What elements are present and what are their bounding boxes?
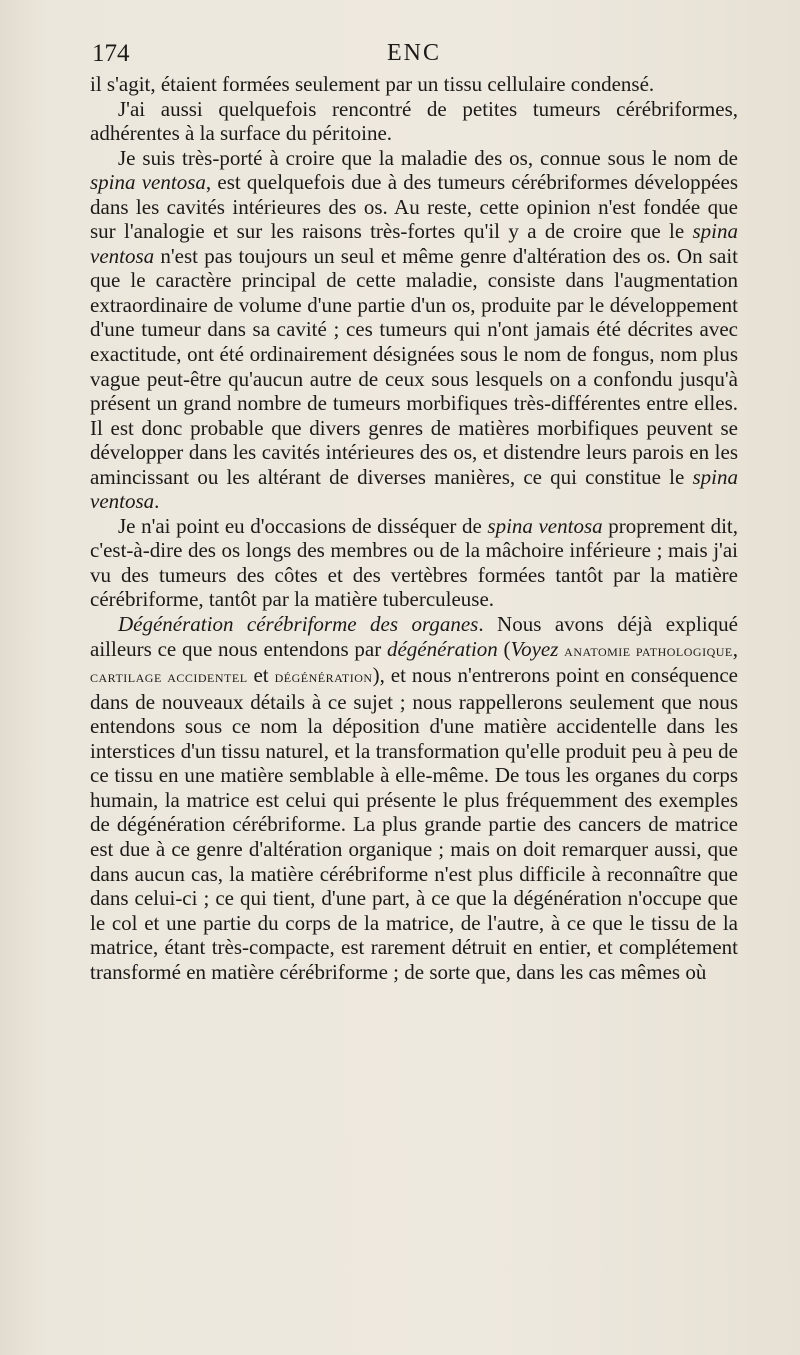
small-caps-text: anatomie pathologique: [564, 640, 733, 660]
small-caps-text: cartilage accidentel: [90, 667, 248, 687]
italic-text: dégénération: [386, 636, 498, 661]
italic-text: Dégénération cérébriforme des organes: [118, 612, 479, 637]
italic-text: spina ventosa: [90, 464, 738, 514]
paragraph-p1: [90, 72, 738, 97]
text-run: proprement dit, c'est-à-dire des os longs des membres ou de la mâchoire inférieure ; mais j'ai vu des tumeurs des côtes et des vertèbres formées tantôt par la matière cérébriforme, tantôt par la matière tuberculeuse.: [90, 513, 739, 612]
text-run: Je suis très-porté à croire que la maladie des os, connue sous le nom de: [118, 145, 738, 170]
italic-text: spina ventosa: [90, 170, 206, 195]
italic-text: spina ventosa: [487, 513, 603, 538]
body-text: [90, 72, 738, 984]
paragraph-p5: [90, 612, 738, 984]
text-run: . Nous avons déjà expliqué ailleurs ce que nous entendons par: [90, 612, 739, 661]
text-run: .: [154, 489, 160, 514]
italic-text: Voyez: [510, 636, 559, 661]
text-run: il s'agit, étaient formées seulement par un tissu cellulaire condensé.: [90, 72, 655, 96]
text-run: n'est pas toujours un seul et même genre d'altération des os. On sait que le caractère principal de cette maladie, consiste dans l'augmentation extraordinaire de volume d'une partie d'un os, produite par le développement d'une tumeur dans sa cavité ; ces tumeurs qui n'ont jamais été décrites avec exactitude, ont été ordinairement désignées sous le nom de fongus, nom plus vague peut-être qu'aucun autre de ceux sous lesquels on a confondu jusqu'à présent un grand nombre de tumeurs morbifiques très-différentes entre elles. Il est donc probable que divers genres de matières morbifiques peuvent se développer dans les cavités intérieures des os, et distendre leurs parois en les amincissant ou les altérant de diverses manières, ce qui constitue le: [90, 243, 738, 489]
paragraph-p4: [90, 514, 738, 612]
text-run: ,: [732, 636, 739, 661]
paragraph-p3: [90, 146, 738, 514]
small-caps-text: dégénération: [274, 667, 373, 687]
running-head: ENC: [387, 40, 441, 66]
text-run: J'ai aussi quelquefois rencontré de petites tumeurs cérébriformes, adhérentes à la surface du péritoine.: [90, 96, 738, 146]
italic-text: spina ventosa: [90, 219, 738, 268]
page-header: [92, 40, 736, 70]
text-run: et: [247, 663, 275, 688]
page-number: 174: [92, 40, 130, 67]
paragraph-p2: [90, 97, 738, 146]
text-run: , est quelquefois due à des tumeurs cérébriformes développées dans les cavités intérieures des os. Au reste, cette opinion n'est fondée que sur l'analogie et sur les raisons très-fortes qu'il y a de croire que le: [90, 170, 738, 244]
text-run: Je n'ai point eu d'occasions de disséquer de: [118, 513, 488, 538]
text-run: (: [497, 636, 511, 661]
text-run: ), et nous n'entrerons point en conséquence dans de nouveaux détails à ce sujet ; nous rappellerons seulement que nous entendons sous ce nom la déposition d'une matière accidentelle dans les interstices d'un tissu naturel, et la transformation qu'elle produit peu à peu de ce tissu en une matière semblable à elle-même. De tous les organes du corps humain, la matrice est celui qui présente le plus fréquemment des exemples de dégénération cérébriforme. La plus grande partie des cancers de matrice est due à ce genre d'altération organique ; mais on doit remarquer aussi, que dans aucun cas, la matière cérébriforme n'est plus difficile à reconnaître que dans celui-ci ; ce qui tient, d'une part, à ce que la dégénération n'occupe que le col et une partie du corps de la matrice, de l'autre, à ce que le tissu de la matrice, étant très-compacte, est rarement détruit en entier, et complétement transformé en matière cérébriforme ; de sorte que, dans les cas mêmes où: [90, 663, 739, 984]
